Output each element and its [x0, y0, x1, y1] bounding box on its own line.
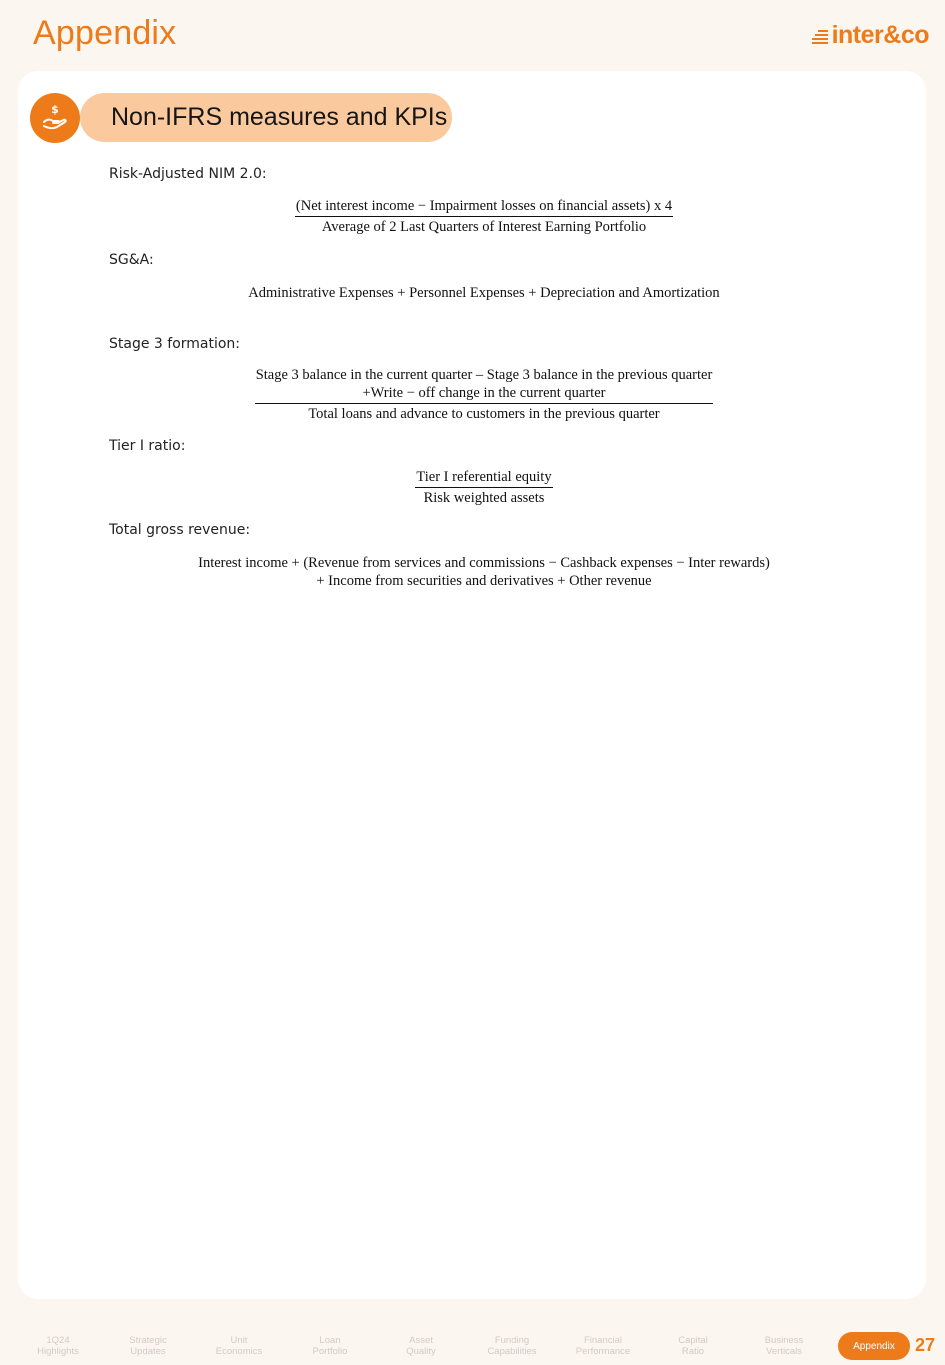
- total-gross-revenue-formula: [18, 554, 945, 590]
- nav-item-line: Portfolio: [312, 1345, 348, 1357]
- total-gross-revenue-label: Total gross revenue:: [109, 522, 251, 538]
- svg-text:$: $: [51, 103, 59, 116]
- content-card: [18, 71, 926, 1299]
- nav-item-line: Economics: [215, 1345, 263, 1357]
- nav-item-line: Financial: [583, 1335, 623, 1346]
- nav-item-business-verticals[interactable]: [738, 1336, 830, 1357]
- nav-item-line: Quality: [406, 1345, 436, 1357]
- hand-dollar-icon: [30, 93, 80, 143]
- nav-item-loan-portfolio[interactable]: [284, 1336, 376, 1357]
- nav-item-asset-quality[interactable]: [375, 1336, 467, 1357]
- formula-line-1: Interest income + (Revenue from services and commissions − Cashback expenses − Inter rewards): [198, 555, 770, 571]
- tier1-formula: [18, 468, 945, 507]
- formula-denominator: Risk weighted assets: [423, 490, 545, 506]
- risk-adjusted-nim-label: Risk-Adjusted NIM 2.0:: [109, 166, 267, 182]
- nav-item-financial-performance[interactable]: [557, 1336, 649, 1357]
- stage3-formula: [18, 366, 945, 423]
- nav-item-line: 1Q24: [46, 1335, 70, 1346]
- nav-item-line: Strategic: [129, 1335, 167, 1346]
- nav-item-line: Capabilities: [487, 1345, 537, 1357]
- page-number: 27: [915, 1335, 936, 1355]
- formula-numerator: Tier I referential equity: [415, 468, 552, 488]
- nav-item-line: Loan: [319, 1335, 341, 1346]
- formula-line: Administrative Expenses + Personnel Expenses + Depreciation and Amortization: [248, 285, 720, 301]
- sga-label: SG&A:: [109, 252, 154, 268]
- formula-line-2: + Income from securities and derivatives + Other revenue: [316, 573, 652, 589]
- section-title: Non-IFRS measures and KPIs: [111, 103, 448, 131]
- nav-item-line: Capital: [678, 1335, 708, 1346]
- nav-item-1q24-highlights[interactable]: [12, 1336, 104, 1357]
- nav-item-appendix-active[interactable]: Appendix: [838, 1332, 910, 1360]
- stage3-label: Stage 3 formation:: [109, 336, 241, 352]
- nav-item-line: Unit: [230, 1335, 248, 1346]
- formula-denominator: Total loans and advance to customers in the previous quarter: [308, 406, 660, 422]
- nav-item-funding-capabilities[interactable]: [466, 1336, 558, 1357]
- nav-item-line: Asset: [409, 1335, 433, 1346]
- section-title-pill: [80, 93, 452, 142]
- nav-item-line: Highlights: [37, 1345, 79, 1357]
- logo-stripes-icon: [812, 30, 828, 44]
- nav-item-line: Business: [764, 1335, 804, 1346]
- nav-item-line: Verticals: [766, 1345, 802, 1357]
- nav-item-unit-economics[interactable]: [193, 1336, 285, 1357]
- footer-nav: [12, 1330, 936, 1362]
- nav-item-line: Performance: [575, 1345, 631, 1357]
- sga-formula: [18, 284, 945, 302]
- page-title: Appendix: [33, 14, 177, 52]
- logo-text: inter&co: [831, 20, 929, 49]
- nav-item-line: Ratio: [681, 1345, 705, 1357]
- formula-numerator: [255, 366, 714, 404]
- risk-adjusted-nim-formula: [18, 197, 945, 236]
- formula-numerator-line-1: Stage 3 balance in the current quarter – Stage 3 balance in the previous quarter: [255, 367, 713, 383]
- nav-item-strategic-updates[interactable]: [102, 1336, 194, 1357]
- formula-numerator-line-2: +Write − off change in the current quarter: [362, 385, 606, 401]
- formula-numerator: (Net interest income − Impairment losses on financial assets) x 4: [295, 197, 673, 217]
- nav-item-line: Funding: [494, 1335, 530, 1346]
- formula-denominator: Average of 2 Last Quarters of Interest Earning Portfolio: [321, 219, 647, 235]
- nav-item-capital-ratio[interactable]: [647, 1336, 739, 1357]
- tier1-label: Tier I ratio:: [109, 438, 186, 454]
- inter-co-logo: [812, 20, 929, 50]
- nav-item-line: Updates: [130, 1345, 166, 1357]
